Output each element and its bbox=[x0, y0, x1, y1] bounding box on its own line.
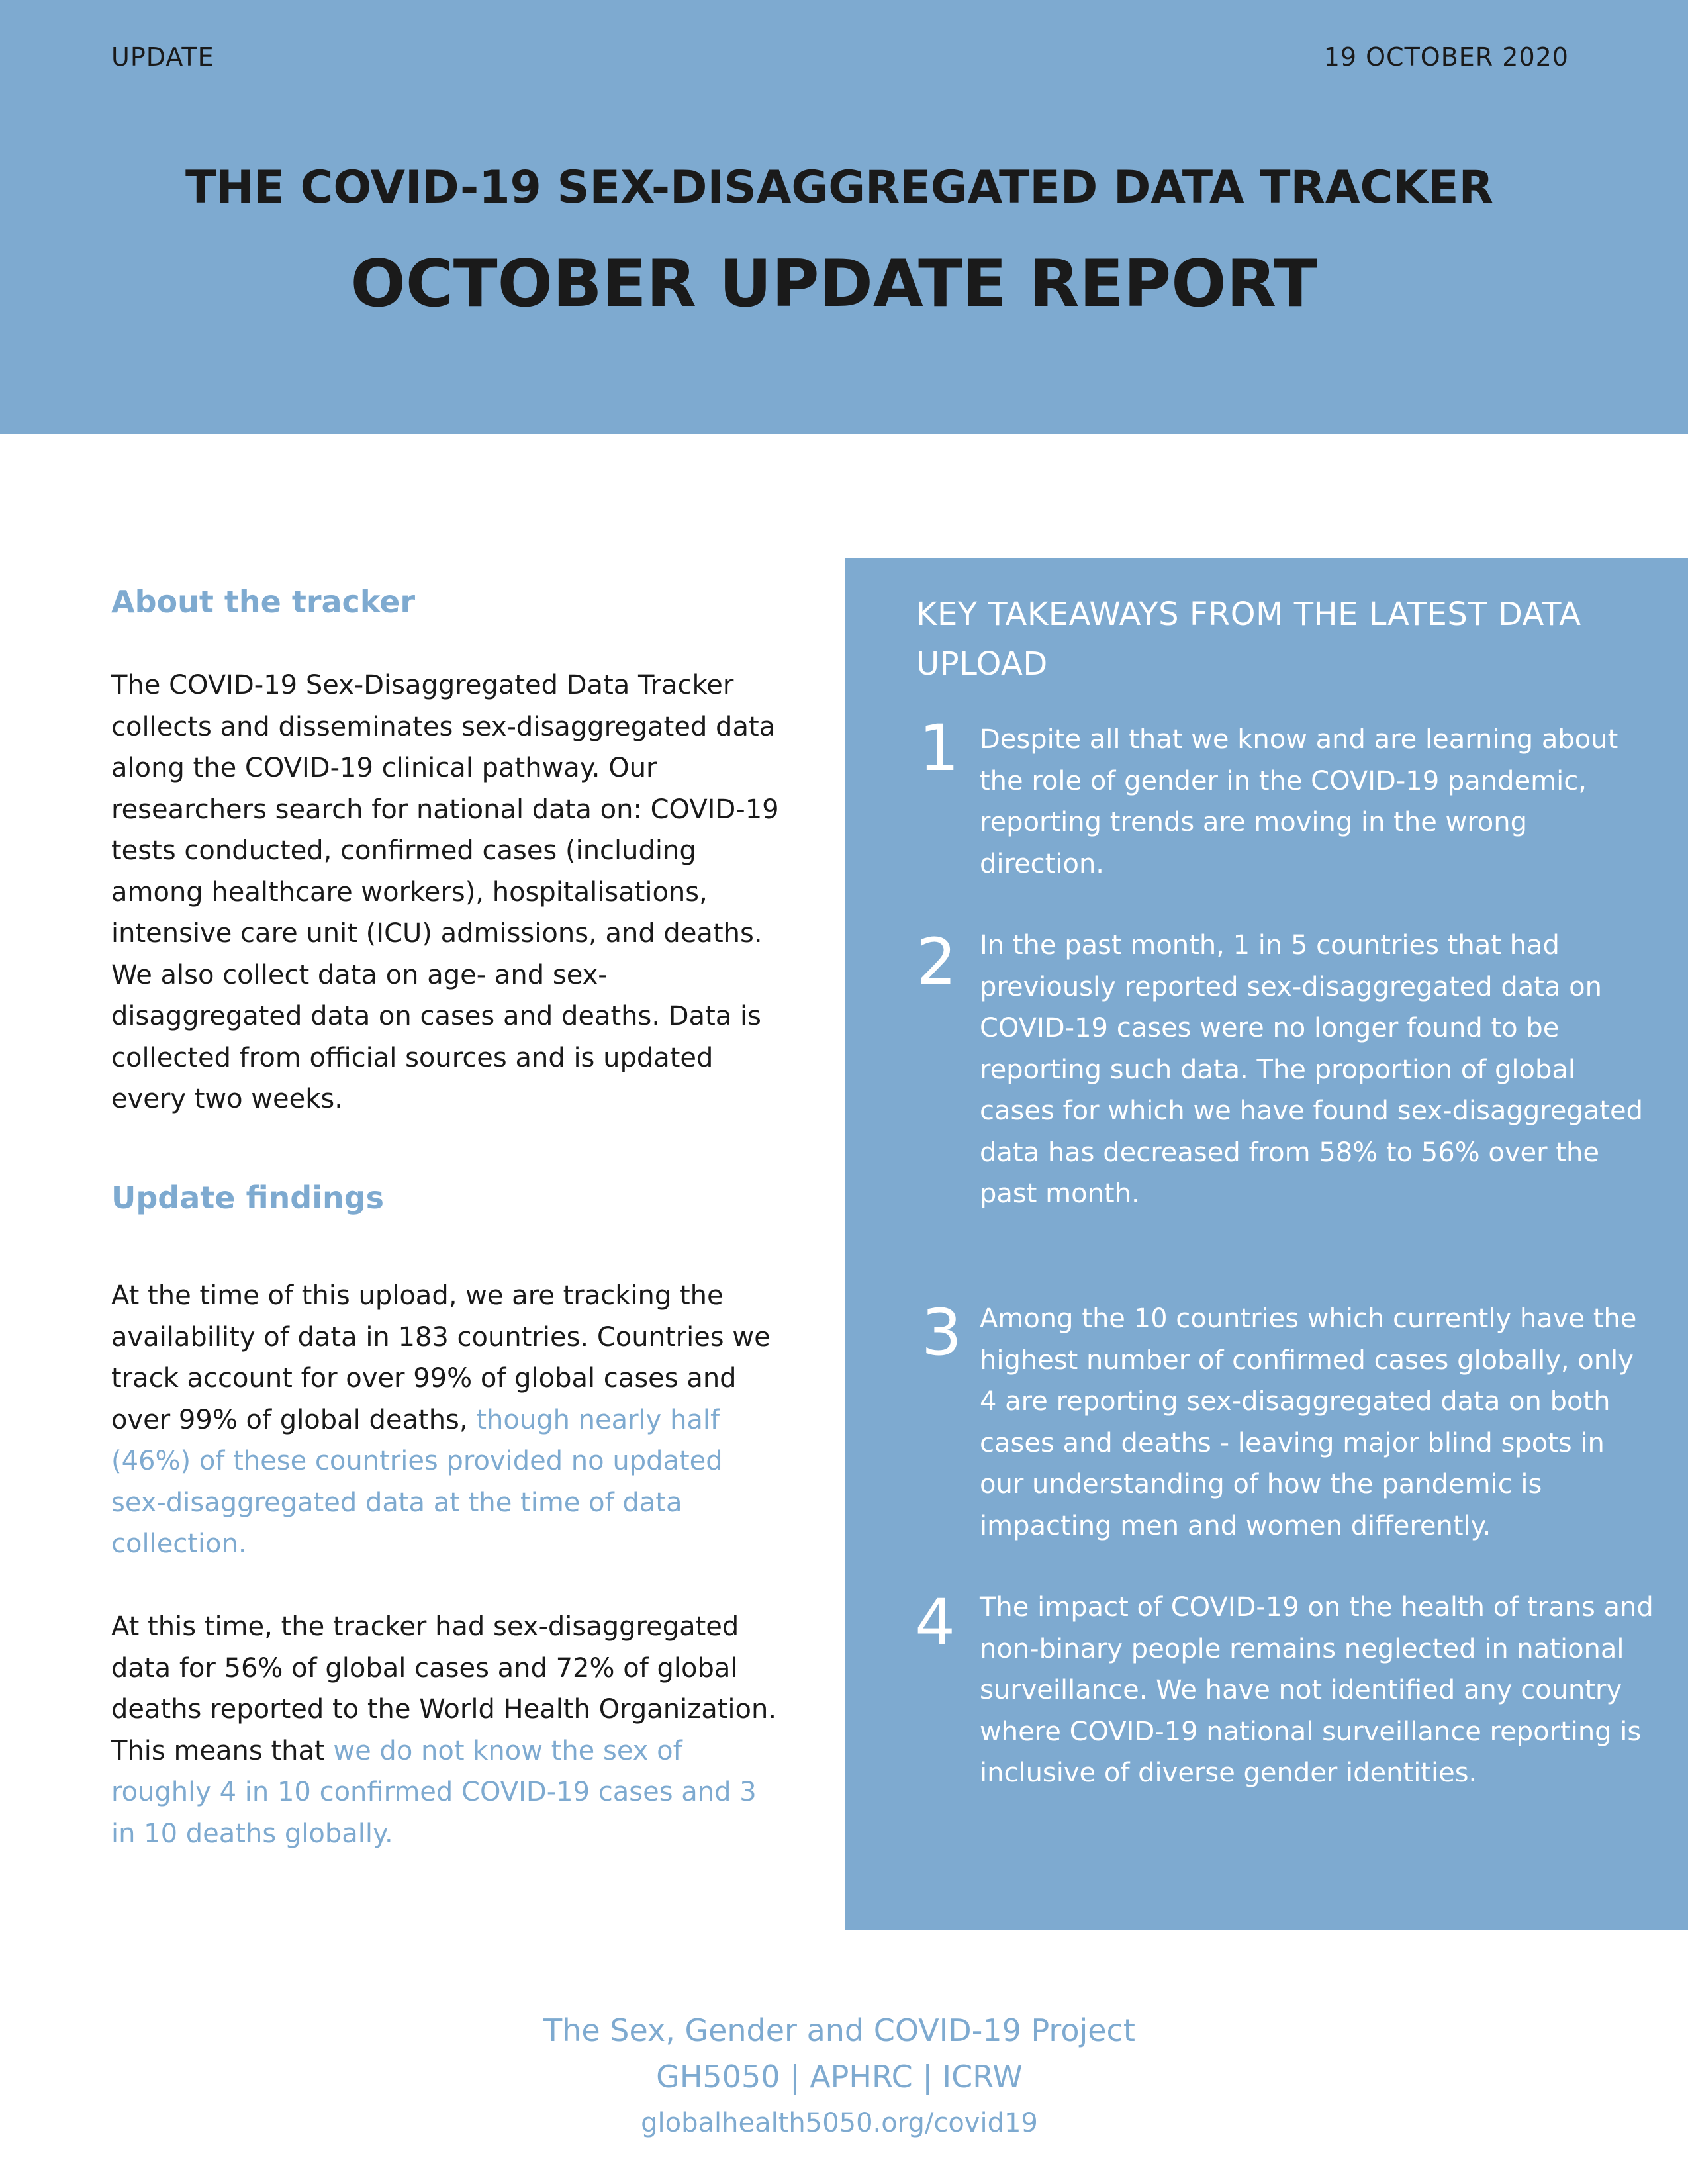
findings-heading: Update findings bbox=[111, 1180, 385, 1215]
key-takeaways-panel bbox=[845, 558, 1688, 1930]
findings-paragraph-1 bbox=[111, 1275, 780, 1565]
takeaway-number: 4 bbox=[915, 1586, 956, 1660]
report-title: THE COVID-19 SEX-DISAGGREGATED DATA TRACKER bbox=[185, 162, 1493, 214]
findings-p1-text: At the time of this upload, we are tracking the availability of data in 183 countries. Countries we track account for over 99% of global cases and over 99% of global deaths, bbox=[111, 1280, 771, 1435]
about-heading: About the tracker bbox=[111, 584, 416, 620]
report-subtitle: OCTOBER UPDATE REPORT bbox=[350, 246, 1318, 322]
findings-p2-highlight: we do not know the sex of roughly 4 in 10 confirmed COVID-19 cases and 3 in 10 deaths globally. bbox=[111, 1735, 757, 1849]
findings-paragraph-2 bbox=[111, 1606, 780, 1854]
footer-url[interactable]: globalhealth5050.org/covid19 bbox=[641, 2108, 1038, 2138]
findings-p2-text: At this time, the tracker had sex-disaggregated data for 56% of global cases and 72% of global deaths reported to the World Health Organization. This means that bbox=[111, 1611, 777, 1766]
findings-p1-highlight: though nearly half (46%) of these countries provided no updated sex-disaggregated data at the time of data collection. bbox=[111, 1404, 723, 1559]
takeaway-text: Despite all that we know and are learning about the role of gender in the COVID-19 pandemic, reporting trends are moving in the wrong direction. bbox=[980, 724, 1618, 879]
update-label: UPDATE bbox=[111, 42, 214, 71]
report-date: 19 OCTOBER 2020 bbox=[1323, 42, 1569, 71]
takeaway-text: In the past month, 1 in 5 countries that had previously reported sex-disaggregated data on COVID-19 cases were no longer found to be reporting such data. The proportion of global cases for which we have found sex-disaggregated data has decreased from 58% to 56% over the past month. bbox=[980, 930, 1643, 1209]
takeaway-number: 1 bbox=[919, 711, 960, 785]
takeaway-text: The impact of COVID-19 on the health of trans and non-binary people remains neglected in national surveillance. We have not identified any country where COVID-19 national surveillance reporting is inclusive of diverse gender identities. bbox=[980, 1592, 1654, 1788]
footer-partners: GH5050 | APHRC | ICRW bbox=[656, 2059, 1023, 2095]
takeaway-number: 2 bbox=[916, 925, 957, 999]
takeaway-number: 3 bbox=[921, 1296, 962, 1370]
header-banner bbox=[0, 0, 1688, 434]
takeaways-heading: KEY TAKEAWAYS FROM THE LATEST DATA UPLOAD bbox=[916, 596, 1581, 683]
takeaway-text: Among the 10 countries which currently have the highest number of confirmed cases globally, only 4 are reporting sex-disaggregated data on both cases and deaths - leaving major blind spots in our understanding of how the pandemic is impacting men and women differently. bbox=[980, 1304, 1637, 1541]
about-text: The COVID-19 Sex-Disaggregated Data Tracker collects and disseminates sex-disaggregated data along the COVID-19 clinical pathway. Our researchers search for national data on: COVID-19 tests conducted, confirmed cases (including among healthcare workers), hospitalisations, intensive care unit (ICU) admissions, and deaths. We also collect data on age- and sex-disaggregated data on cases and deaths. Data is collected from official sources and is updated every two weeks. bbox=[111, 670, 779, 1114]
footer-project-name: The Sex, Gender and COVID-19 Project bbox=[543, 2013, 1135, 2048]
